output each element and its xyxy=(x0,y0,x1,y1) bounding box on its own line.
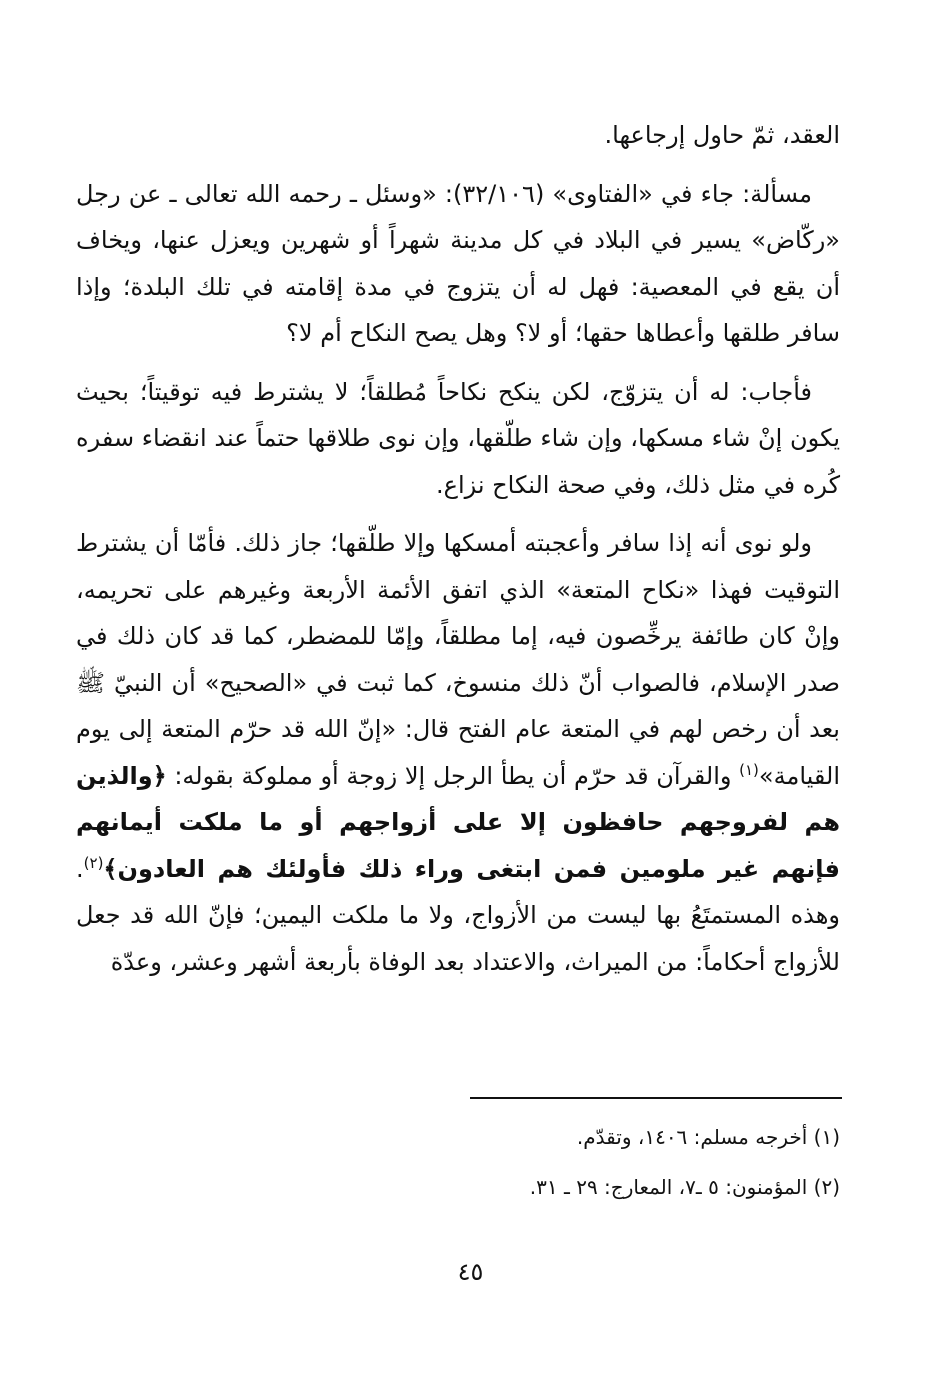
footnote-divider xyxy=(470,1097,842,1099)
ruling-text-b: والقرآن قد حرّم أن يطأ الرجل إلا زوجة أو مملوكة بقوله: xyxy=(166,761,740,790)
paragraph-ruling xyxy=(76,520,840,985)
paragraph-question: مسألة: جاء في «الفتاوى» (٣٢/١٠٦): «وسئل ـ رحمه الله تعالى ـ عن رجل «ركّاض» يسير في البلاد في كل مدينة شهراً أو شهرين ويعزل عنها، ويخاف أن يقع في المعصية: فهل له أن يتزوج في مدة إقامته في تلك البلدة؛ وإذا سافر طلقها وأعطاها حقها؛ أو لا؟ وهل يصح النكاح أم لا؟ xyxy=(76,179,840,347)
page-number: ٤٥ xyxy=(457,1258,484,1286)
footnote-1: (١) أخرجه مسلم: ١٤٠٦، وتقدّم. xyxy=(576,1125,840,1149)
main-text xyxy=(76,112,840,997)
footnote-2: (٢) المؤمنون: ٥ ـ٧، المعارج: ٢٩ ـ ٣١. xyxy=(529,1175,840,1199)
ruling-text-a: ولو نوى أنه إذا سافر وأعجبته أمسكها وإلا طلّقها؛ جاز ذلك. فأمّا أن يشترط التوقيت فهذا «نكاح المتعة» الذي اتفق الأئمة الأربعة وغيرهم على تحريمه، وإنْ كان طائفة يرخِّصون فيه، إما مطلقاً، وإمّا للمضطر، كما قد كان ذلك في صدر الإسلام، فالصواب أنّ ذلك منسوخ، كما ثبت في «الصحيح» أن النبيّ ﷺ بعد أن رخص لهم في المتعة عام الفتح قال: «إنّ الله قد حرّم المتعة إلى يوم القيامة» xyxy=(76,529,840,790)
paragraph-continuation: العقد، ثمّ حاول إرجاعها. xyxy=(604,121,840,149)
footnote-ref-2: (٢) xyxy=(83,853,104,872)
footnote-ref-1: (١) xyxy=(739,760,759,779)
quran-verse: ﴿والذين هم لفروجهم حافظون إلا على أزواجهم أو ما ملكت أيمانهم فإنهم غير ملومين فمن ابتغى وراء ذلك فأولئك هم العادون﴾ xyxy=(76,761,840,883)
paragraph-answer: فأجاب: له أن يتزوّج، لكن ينكح نكاحاً مُطلقاً؛ لا يشترط فيه توقيتاً؛ بحيث يكون إنْ شاء مسكها، وإن شاء طلّقها، وإن نوى طلاقها حتماً عند انقضاء سفره كُره في مثل ذلك، وفي صحة النكاح نزاع. xyxy=(76,377,840,499)
footnotes xyxy=(76,1112,840,1212)
ruling-text-c: . وهذه المستمتَعُ بها ليست من الأزواج، ولا ما ملكت اليمين؛ فإنّ الله قد جعل للأزواج أحكاماً: من الميراث، والاعتداد بعد الوفاة بأربعة أشهر وعشر، وعدّة xyxy=(76,854,840,976)
